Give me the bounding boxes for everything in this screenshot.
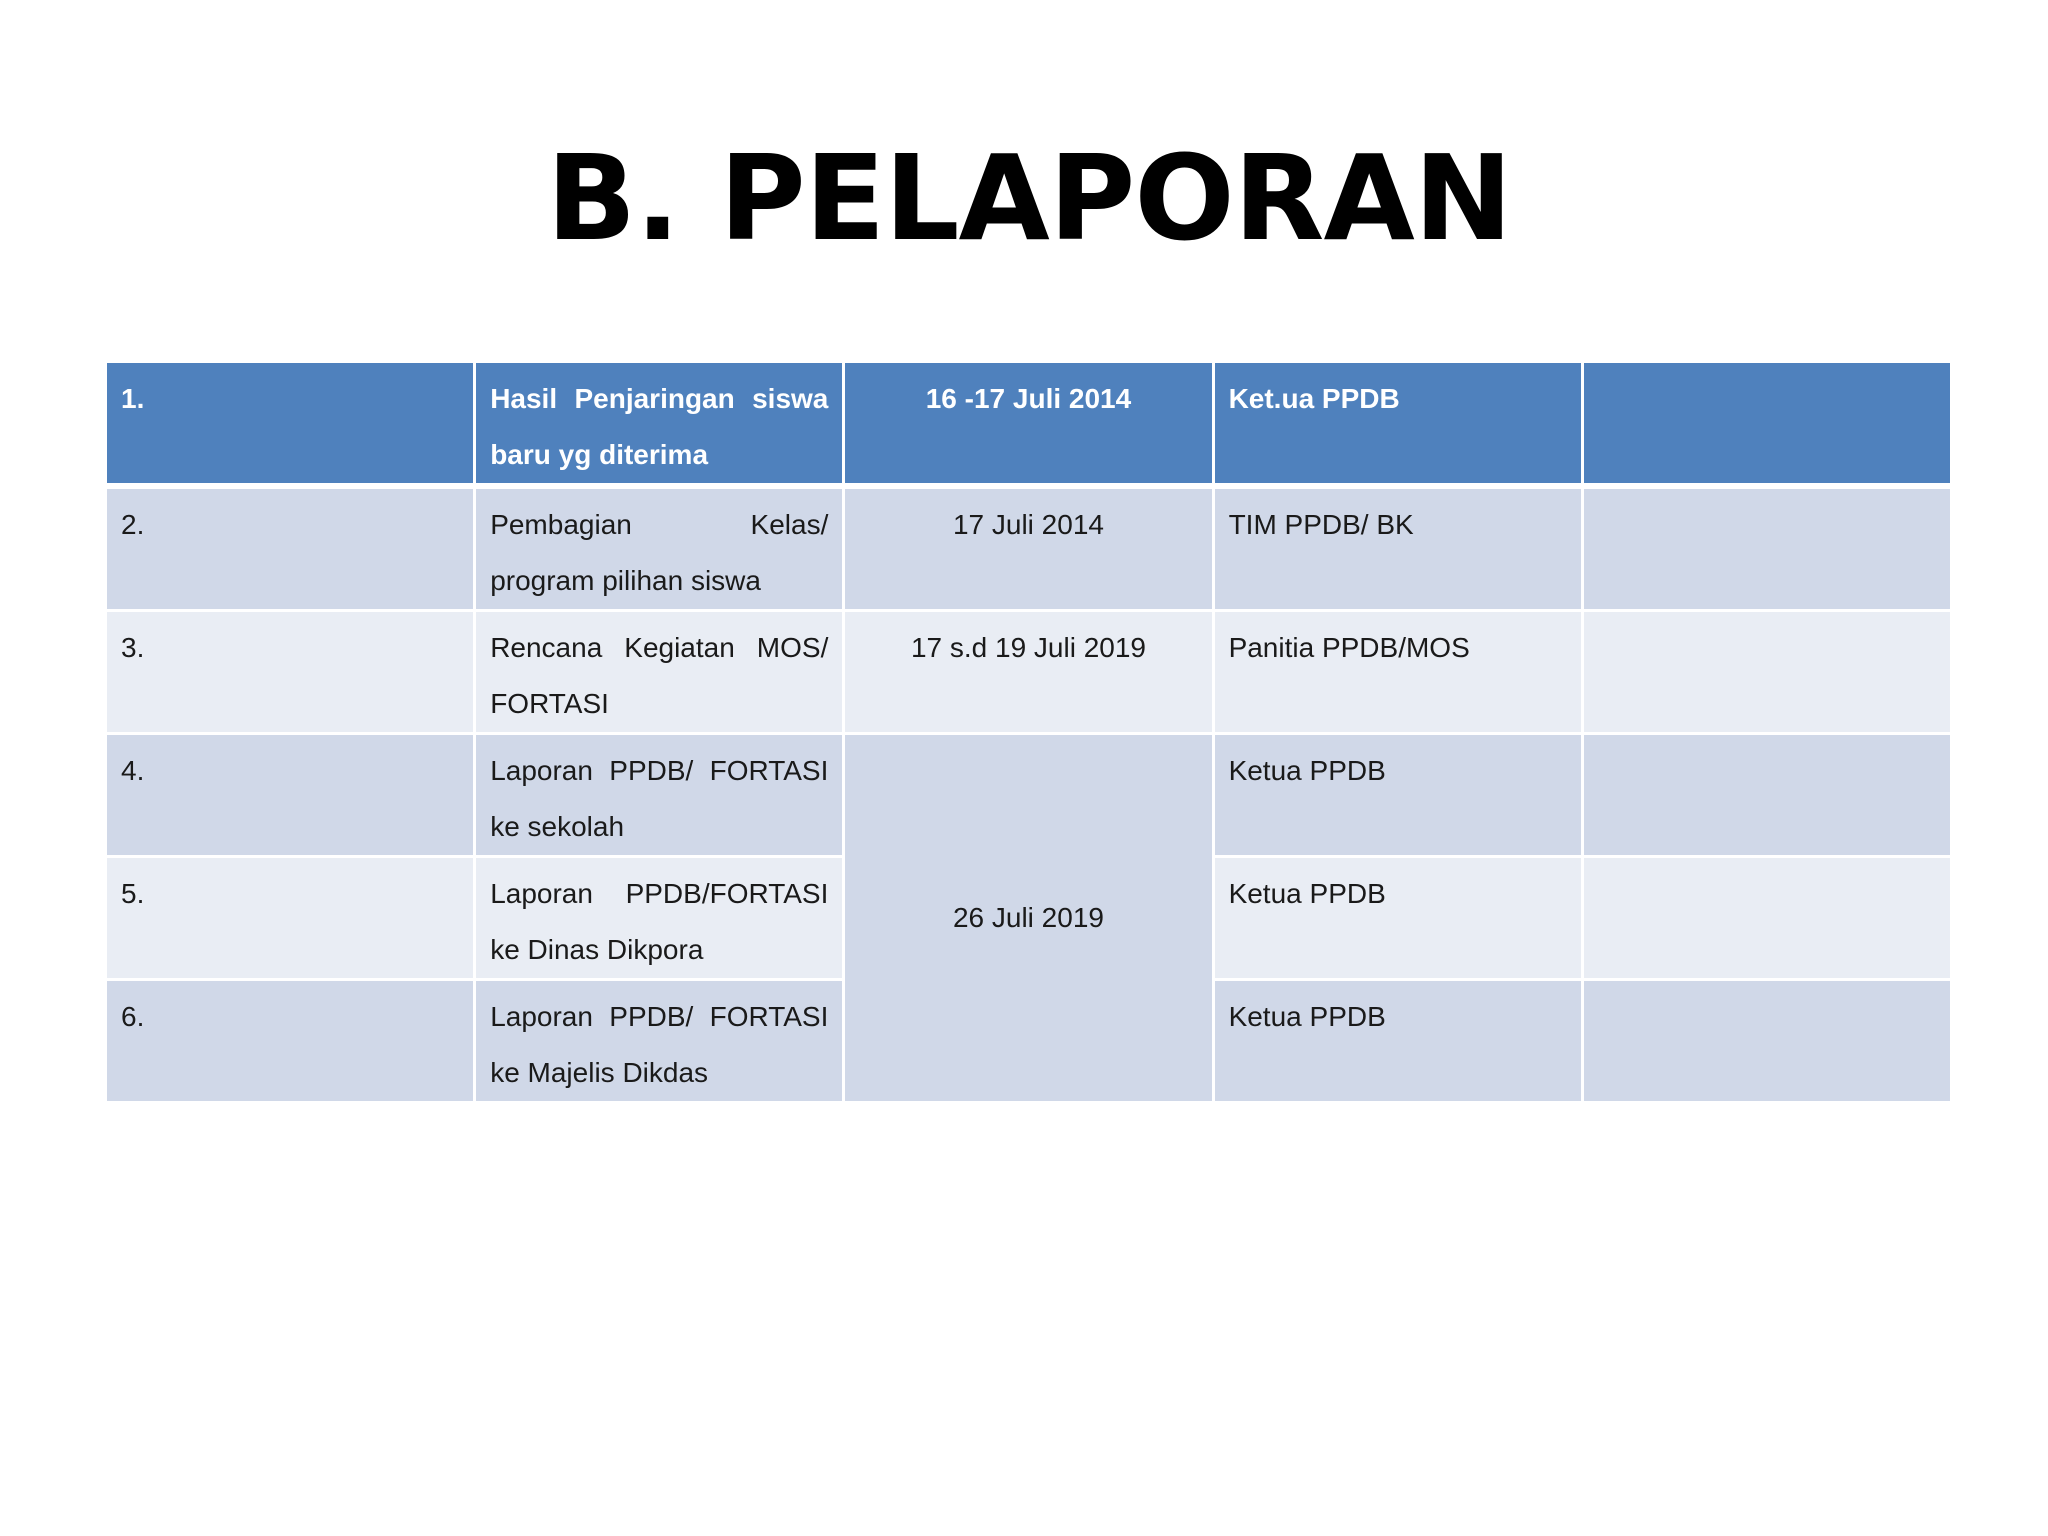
- schedule-table: [104, 360, 1953, 1104]
- cell-pelaksana: Ketua PPDB: [1213, 980, 1582, 1103]
- cell-pelaksana: Ket.ua PPDB: [1213, 362, 1582, 487]
- cell-no: 6.: [106, 980, 475, 1103]
- table-row: [106, 611, 1952, 734]
- cell-kegiatan: Pembagian Kelas/ program pilihan siswa: [475, 486, 844, 611]
- cell-kegiatan: Laporan PPDB/ FORTASI ke sekolah: [475, 734, 844, 857]
- table-row-header: [106, 362, 1952, 487]
- table-row: [106, 734, 1952, 857]
- page-title: B. PELAPORAN: [546, 129, 1512, 267]
- cell-waktu: 17 Juli 2014: [844, 486, 1213, 611]
- cell-pelaksana: Panitia PPDB/MOS: [1213, 611, 1582, 734]
- cell-no: 1.: [106, 362, 475, 487]
- cell-waktu-merged: 26 Juli 2019: [844, 734, 1213, 1103]
- cell-keterangan: [1582, 486, 1951, 611]
- cell-kegiatan: Laporan PPDB/FORTASI ke Dinas Dikpora: [475, 857, 844, 980]
- cell-waktu: 16 -17 Juli 2014: [844, 362, 1213, 487]
- cell-kegiatan: Rencana Kegiatan MOS/ FORTASI: [475, 611, 844, 734]
- cell-pelaksana: Ketua PPDB: [1213, 857, 1582, 980]
- cell-no: 2.: [106, 486, 475, 611]
- cell-no: 4.: [106, 734, 475, 857]
- cell-keterangan: [1582, 611, 1951, 734]
- cell-pelaksana: TIM PPDB/ BK: [1213, 486, 1582, 611]
- table-row: [106, 486, 1952, 611]
- cell-kegiatan: Hasil Penjaringan siswa baru yg diterima: [475, 362, 844, 487]
- cell-pelaksana: Ketua PPDB: [1213, 734, 1582, 857]
- cell-kegiatan: Laporan PPDB/ FORTASI ke Majelis Dikdas: [475, 980, 844, 1103]
- cell-keterangan: [1582, 980, 1951, 1103]
- cell-no: 3.: [106, 611, 475, 734]
- cell-keterangan: [1582, 857, 1951, 980]
- cell-waktu: 17 s.d 19 Juli 2019: [844, 611, 1213, 734]
- cell-keterangan: [1582, 734, 1951, 857]
- cell-keterangan: [1582, 362, 1951, 487]
- cell-no: 5.: [106, 857, 475, 980]
